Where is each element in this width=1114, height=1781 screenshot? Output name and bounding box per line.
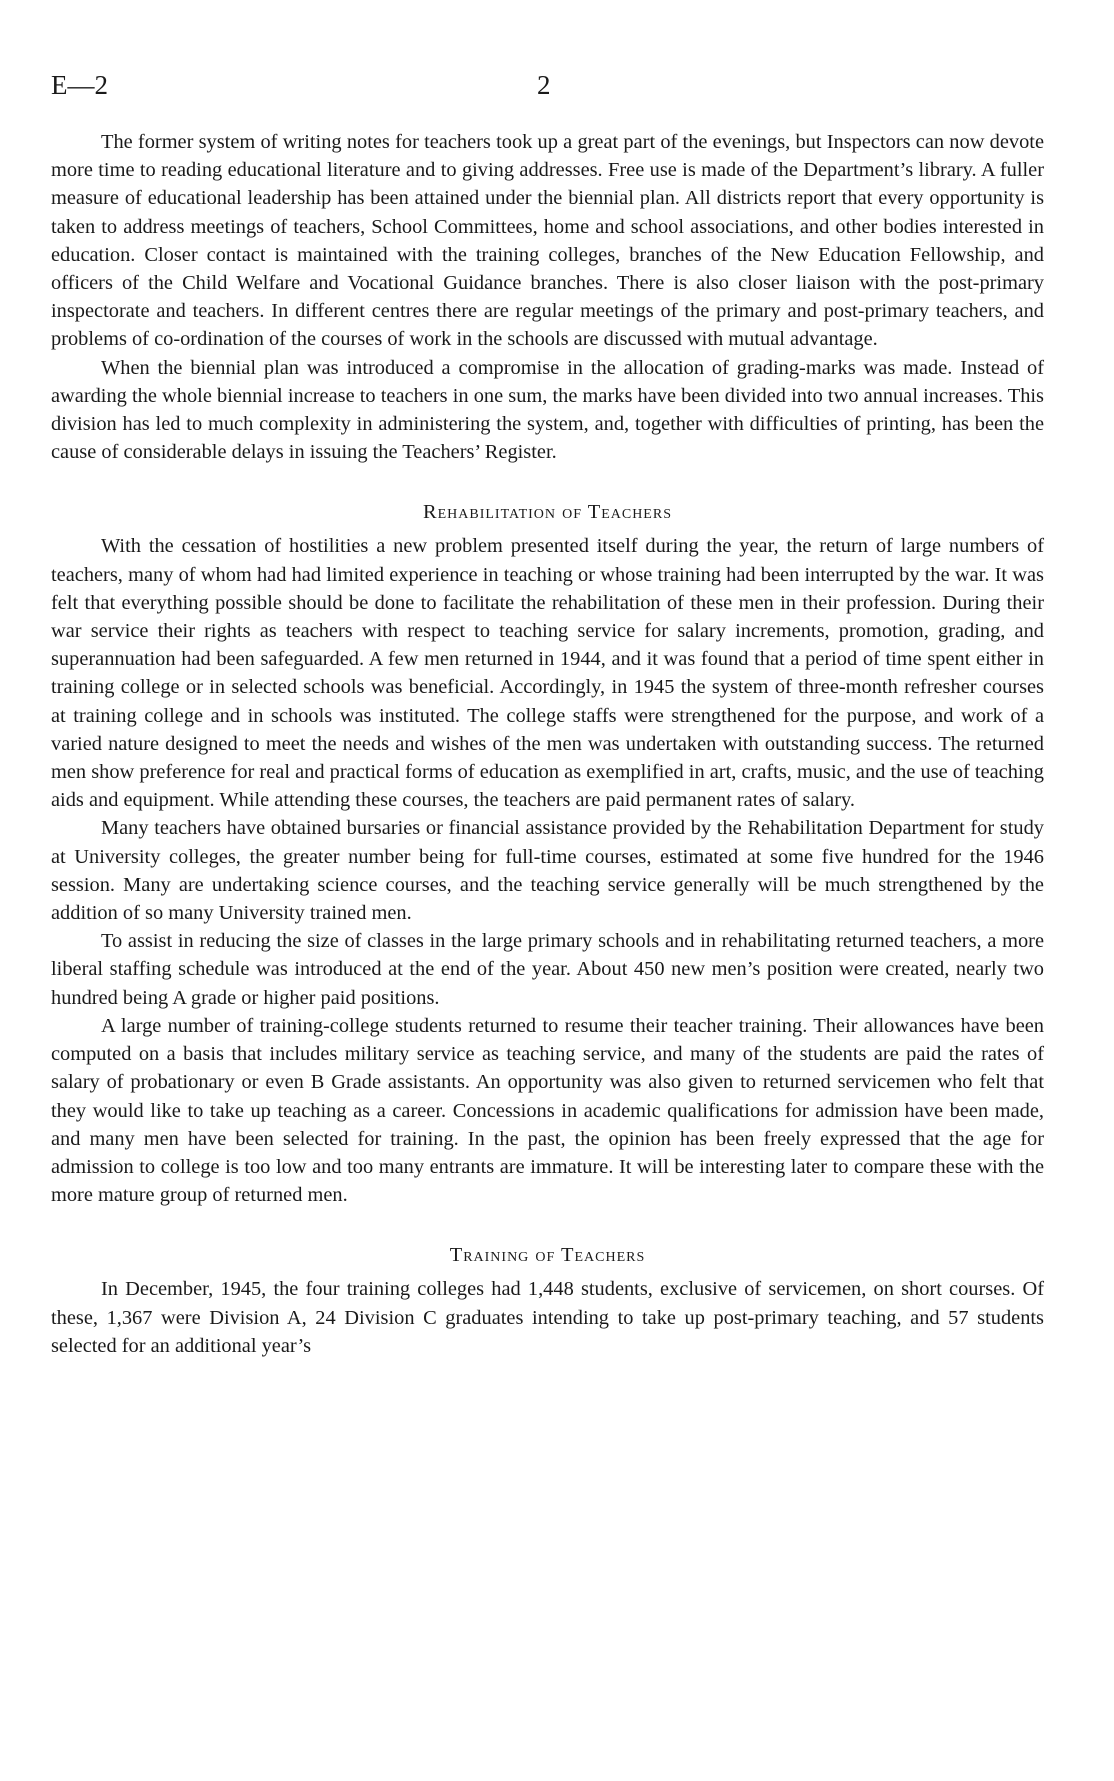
section-heading-rehabilitation: Rehabilitation of Teachers	[423, 501, 672, 524]
paragraph: With the cessation of hostilities a new problem presented itself during the year, the return of large numbers of teachers, many of whom had had limited experience in teaching or whose training had been interrupted by the war. It was felt that everything possible should be done to facilitate the rehabilitation of these men in their profession. During their war service their rights as teachers with respect to teaching service for salary increments, promotion, grading, and superannuation had been safeguarded. A few men returned in 1944, and it was found that a period of time spent either in training college or in selected schools was beneficial. Accordingly, in 1945 the system of three-month refresher courses at training college and in schools was instituted. The college staffs were strengthened for the purpose, and work of a varied nature designed to meet the needs and wishes of the men was undertaken with outstanding success. The returned men show preference for real and practical forms of education as exemplified in art, crafts, music, and the use of teaching aids and equipment. While attending these courses, the teachers are paid permanent rates of salary.	[51, 535, 1044, 812]
paragraph: To assist in reducing the size of classes in the large primary schools and in rehabilitating returned teachers, a more liberal staffing schedule was introduced at the end of the year. About 450 new men’s position were created, nearly two hundred being A grade or higher paid positions.	[51, 930, 1044, 1009]
document-body	[51, 128, 1044, 1360]
paragraph: When the biennial plan was introduced a compromise in the allocation of grading-marks was made. Instead of awarding the whole biennial increase to teachers in one sum, the marks have been divided into two annual increases. This division has led to much complexity in administering the system, and, together with difficulties of printing, has been the cause of considerable delays in issuing the Teachers’ Register.	[51, 356, 1044, 464]
report-reference: E—2	[51, 70, 108, 100]
page-number: 2	[537, 70, 551, 100]
paragraph: Many teachers have obtained bursaries or financial assistance provided by the Rehabilitation Department for study at University colleges, the greater number being for full-time courses, estimated at some five hundred for the 1946 session. Many are undertaking science courses, and the teaching service generally will be much strengthened by the addition of so many University trained men.	[51, 817, 1044, 925]
section-heading-training: Training of Teachers	[449, 1244, 646, 1267]
paragraph: In December, 1945, the four training colleges had 1,448 students, exclusive of servicemen, on short courses. Of these, 1,367 were Division A, 24 Division C graduates intending to take up post-primary teaching, and 57 students selected for an additional year’s	[51, 1278, 1044, 1357]
paragraph: The former system of writing notes for teachers took up a great part of the evenings, but Inspectors can now devote more time to reading educational literature and to giving addresses. Free use is made of the Department’s library. A fuller measure of educational leadership has been attained under the biennial plan. All districts report that every opportunity is taken to address meetings of teachers, School Committees, home and school associations, and other bodies interested in education. Closer contact is maintained with the training colleges, branches of the New Education Fellowship, and officers of the Child Welfare and Vocational Guidance branches. There is also closer liaison with the post-primary inspectorate and teachers. In different centres there are regular meetings of the primary and post-primary teachers, and problems of co-ordination of the courses of work in the schools are discussed with mutual advantage.	[51, 131, 1044, 351]
paragraph: A large number of training-college students returned to resume their teacher training. Their allowances have been computed on a basis that includes military service as teaching service, and many of the students are paid the rates of salary of probationary or even B Grade assistants. An opportunity was also given to returned servicemen who felt that they would like to take up teaching as a career. Concessions in academic qualifications for admission have been made, and many men have been selected for training. In the past, the opinion has been freely expressed that the age for admission to college is too low and too many entrants are immature. It will be interesting later to compare these with the more mature group of returned men.	[51, 1014, 1044, 1207]
running-header	[51, 70, 1044, 110]
